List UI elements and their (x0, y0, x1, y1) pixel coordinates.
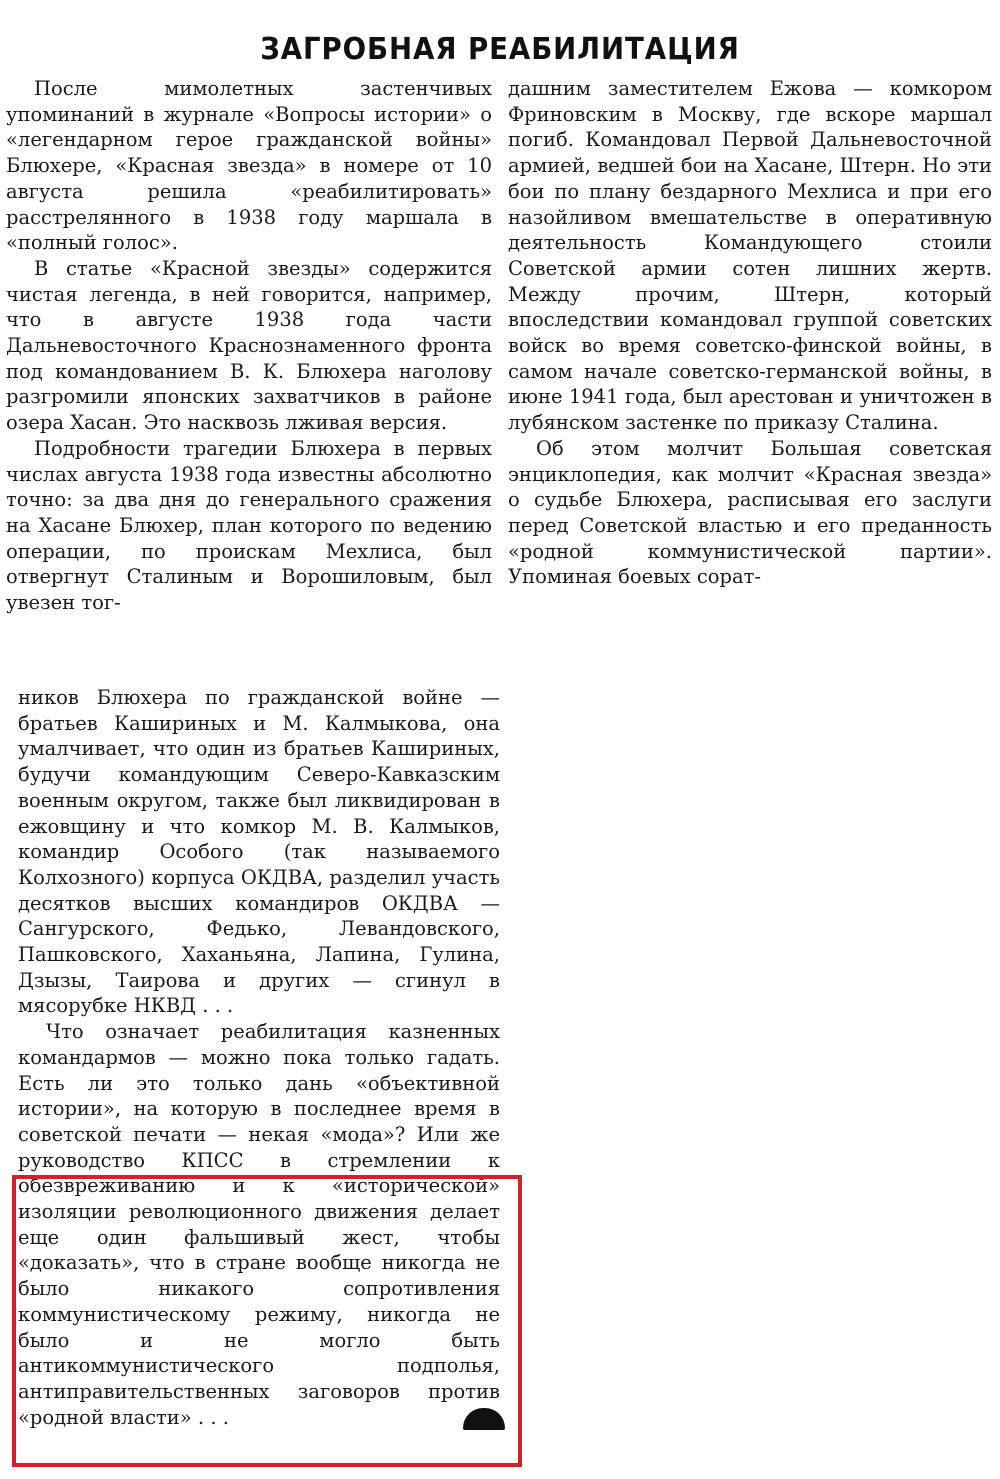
highlight-annotation-box (12, 1175, 522, 1467)
paragraph: Что означает реабилитация казненных командармов — можно пока только гадать. Есть ли это только дань «объективной истории», на которую в последнее время в советской печати — некая «мода»? Или же руководство КПСС в стремлении к обезвреживанию и к «исторической» изоляции революционного движения делает еще один фальшивый жест, чтобы «доказать», что в стране вообще никогда не было никакого сопротивления коммунистическому режиму, никогда не было и не могло быть антикоммунистического подполья, антиправительственных заговоров против «родной власти» . . . (18, 1020, 500, 1429)
paragraph: ников Блюхера по гражданской войне — братьев Кашириных и М. Калмыкова, она умалчивает, что один из братьев Кашириных, будучи командующим Северо-Кавказским военным округом, также был ликвидирован в ежовщину и что комкор М. В. Калмыков, командир Особого (так называемого Колхозного) корпуса ОКДВА, разделил участь десятков высших командиров ОКДВА — Сангурского, Федько, Левандовского, Пашковского, Хаханьяна, Лапина, Гулина, Дзызы, Таирова и других — сгинул в мясорубке НКВД . . . (18, 686, 500, 1018)
paragraph: В статье «Красной звезды» содержится чистая легенда, в ней говорится, например, что в августе 1938 года части Дальневосточного Краснознаменного фронта под командованием В. К. Блюхера наголову разгромили японских захватчиков в районе озера Хасан. Это насквозь лживая версия. (6, 256, 492, 435)
paragraph: После мимолетных застенчивых упоминаний в журнале «Вопросы истории» о «легендарном герое гражданской войны» Блюхере, «Красная звезда» в номере от 10 августа решила «реабилитировать» расстрелянного в 1938 году маршала в «полный голос». (6, 77, 492, 255)
article-column-2 (508, 76, 992, 590)
article-column-1 (6, 76, 492, 616)
paragraph: Подробности трагедии Блюхера в первых числах августа 1938 года известны абсолютно точно: за два дня до генерального сражения на Хасане Блюхер, план которого по ведению операции, по проискам Мехлиса, был отвергнут Сталиным и Ворошиловым, был увезен тог- (6, 436, 492, 615)
paragraph: дашним заместителем Ежова — комкором Фриновским в Москву, где вскоре маршал погиб. Командовал Первой Дальневосточной армией, ведшей бои на Хасане, Штерн. Но эти бои по плану бездарного Мехлиса и при его назойливом вмешательстве в оперативную деятельность Командующего стоили Советской армии сотен лишних жертв. Между прочим, Штерн, который впоследствии командовал группой советских войск во время советско-финской войны, в самом начале советско-германской войны, в июне 1941 года, был арестован и уничтожен в лубянском застенке по приказу Сталина. (508, 77, 992, 435)
paragraph: Об этом молчит Большая советская энциклопедия, как молчит «Красная звезда» о судьбе Блюхера, расписывая его заслуги перед Советской властью и его преданность «родной коммунистической партии». Упоминая боевых сорат- (508, 436, 992, 589)
article-title: ЗАГРОБНАЯ РЕАБИЛИТАЦИЯ (260, 32, 740, 67)
